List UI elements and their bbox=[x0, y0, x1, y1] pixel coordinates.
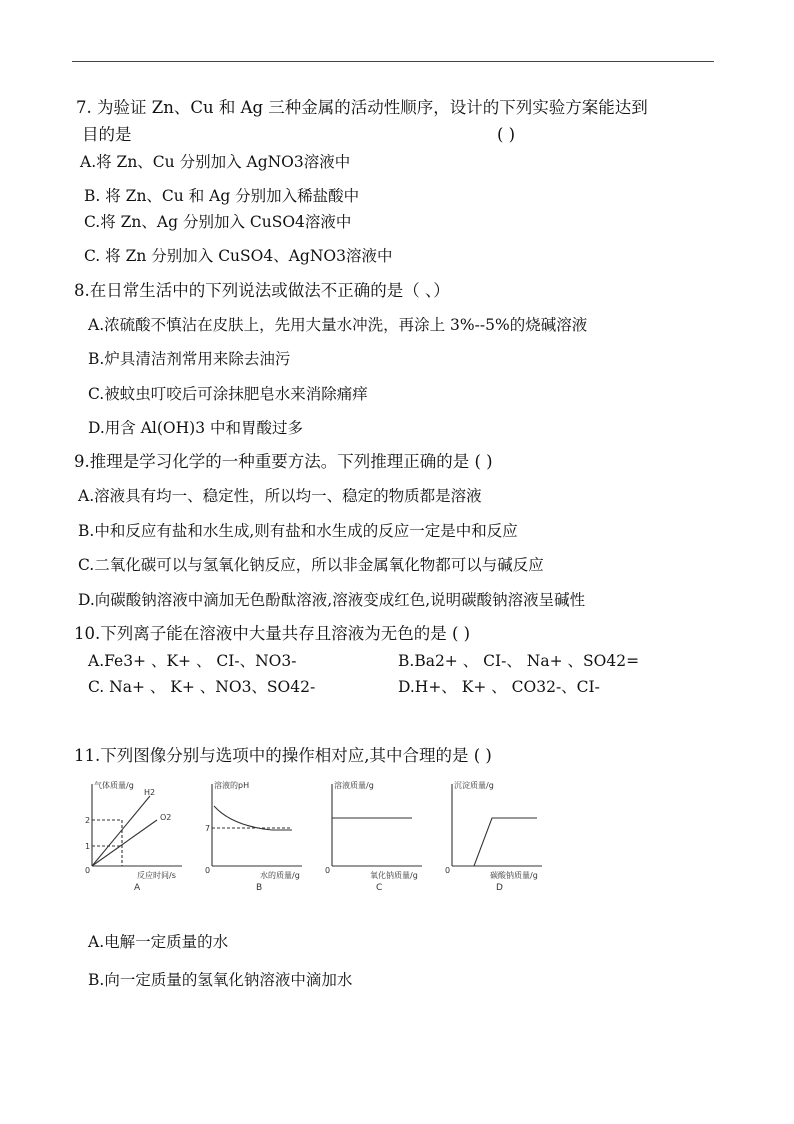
graph-b-curve bbox=[214, 806, 292, 830]
graph-a-origin: 0 bbox=[85, 866, 91, 875]
q9-option-b: B.中和反应有盐和水生成,则有盐和水生成的反应一定是中和反应 bbox=[78, 522, 518, 540]
q8-option-b: B.炉具清洁剂常用来除去油污 bbox=[88, 350, 291, 368]
q11-option-b: B.向一定质量的氢氧化钠溶液中滴加水 bbox=[88, 971, 353, 989]
q8-option-d: D.用含 Al(OH)3 中和胃酸过多 bbox=[88, 419, 303, 437]
q10-option-a: A.Fe3+ 、K+ 、 CI-、NO3- bbox=[88, 652, 297, 670]
graph-a-series-h2: H2 bbox=[144, 788, 156, 797]
q10-option-b: B.Ba2+ 、 CI-、 Na+ 、SO42= bbox=[398, 652, 640, 670]
graph-d-letter: D bbox=[496, 883, 503, 893]
q8-stem: 8.在日常生活中的下列说法或做法不正确的是（ 、） bbox=[74, 281, 450, 300]
q7-option-d: C. 将 Zn 分别加入 CuSO4、AgNO3溶液中 bbox=[84, 247, 393, 265]
graph-b-origin: 0 bbox=[205, 866, 211, 875]
q9-option-c: C.二氧化碳可以与氢氧化钠反应，所以非金属氧化物都可以与碱反应 bbox=[78, 556, 544, 574]
q8-option-a: A.浓硫酸不慎沾在皮肤上，先用大量水冲洗，再涂上 3%--5%的烧碱溶液 bbox=[88, 316, 588, 334]
q11-graph-figure bbox=[82, 778, 542, 893]
q11-graphs bbox=[82, 778, 542, 893]
graph-a-series-o2: O2 bbox=[160, 813, 172, 822]
q7-answer-bracket: ( ) bbox=[497, 125, 516, 144]
header-rule bbox=[72, 61, 714, 62]
graph-d-ylabel: 沉淀质量/g bbox=[454, 781, 494, 790]
graph-b-xlabel: 水的质量/g bbox=[260, 871, 300, 880]
q7-stem-line2: 目的是 bbox=[82, 125, 132, 144]
q7-option-c: C.将 Zn、Ag 分别加入 CuSO4溶液中 bbox=[84, 213, 352, 231]
graph-a-ytick-1: 1 bbox=[85, 842, 91, 851]
graph-b-ylabel: 溶液的pH bbox=[214, 781, 250, 790]
q11-option-a: A.电解一定质量的水 bbox=[88, 933, 229, 951]
q7-option-a: A.将 Zn、Cu 分别加入 AgNO3溶液中 bbox=[80, 153, 351, 171]
q9-option-d: D.向碳酸钠溶液中滴加无色酚酞溶液,溶液变成红色,说明碳酸钠溶液呈碱性 bbox=[78, 591, 586, 609]
graph-a-ylabel: 气体质量/g bbox=[94, 781, 134, 790]
graph-a-ytick-2: 2 bbox=[85, 816, 91, 825]
q7-option-b: B. 将 Zn、Cu 和 Ag 分别加入稀盐酸中 bbox=[84, 187, 360, 205]
graph-b-ytick-7: 7 bbox=[205, 824, 211, 833]
graph-c-xlabel: 氧化钠质量/g bbox=[370, 871, 418, 880]
q8-option-c: C.被蚊虫叮咬后可涂抹肥皂水来消除痛痒 bbox=[88, 385, 368, 403]
q10-stem: 10.下列离子能在溶液中大量共存且溶液为无色的是 ( ) bbox=[74, 624, 471, 643]
q9-stem: 9.推理是学习化学的一种重要方法。下列推理正确的是 ( ) bbox=[74, 452, 493, 471]
graph-d-line bbox=[452, 818, 537, 866]
graph-c-ylabel: 溶液质量/g bbox=[334, 781, 374, 790]
graph-a-xlabel: 反应时间/s bbox=[137, 871, 176, 880]
q10-option-d: D.H+、 K+ 、 CO32-、CI- bbox=[398, 678, 600, 696]
q11-stem: 11.下列图像分别与选项中的操作相对应,其中合理的是 ( ) bbox=[74, 746, 492, 765]
graph-c-origin: 0 bbox=[325, 866, 331, 875]
graph-a-letter: A bbox=[134, 883, 141, 893]
graph-d-xlabel: 碳酸钠质量/g bbox=[490, 871, 538, 880]
q10-option-c: C. Na+ 、 K+ 、NO3、SO42- bbox=[88, 678, 316, 696]
graph-d-origin: 0 bbox=[445, 866, 451, 875]
q7-stem-line1: 7. 为验证 Zn、Cu 和 Ag 三种金属的活动性顺序，设计的下列实验方案能达到 bbox=[76, 98, 648, 117]
graph-c-letter: C bbox=[376, 883, 383, 893]
graph-b-letter: B bbox=[256, 883, 263, 893]
q9-option-a: A.溶液具有均一、稳定性，所以均一、稳定的物质都是溶液 bbox=[78, 487, 482, 505]
